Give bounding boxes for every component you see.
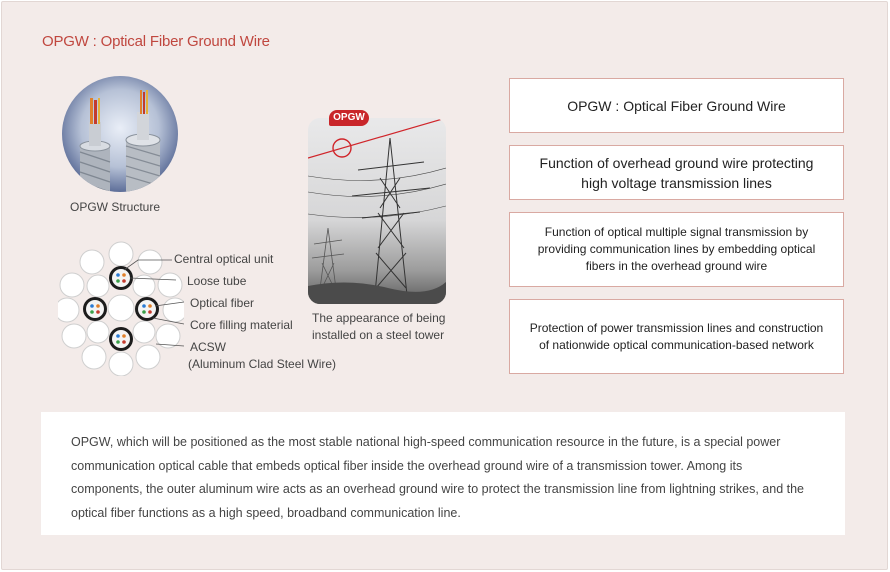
opgw-tag: OPGW [329, 110, 369, 126]
label-core-filling-material: Core filling material [190, 318, 293, 332]
label-acsw: ACSW [190, 340, 226, 354]
label-optical-fiber: Optical fiber [190, 296, 255, 310]
feature-box-3: Function of optical multiple signal transmission by providing communication lines by embedding optical fibers in the overhead ground wire [509, 212, 844, 287]
label-loose-tube: Loose tube [187, 274, 247, 288]
page-title: OPGW : Optical Fiber Ground Wire [42, 33, 270, 50]
feature-box-2: Function of overhead ground wire protecting high voltage transmission lines [509, 145, 844, 200]
label-acsw-full: (Aluminum Clad Steel Wire) [188, 357, 337, 371]
feature-box-4: Protection of power transmission lines and construction of nationwide optical communication-based network [509, 299, 844, 374]
tower-caption: The appearance of being installed on a steel tower [312, 311, 446, 342]
opgw-cable-photo [62, 76, 178, 192]
description-text: OPGW, which will be positioned as the most stable national high-speed communication resource in the future, is a special power communication optical cable that embeds optical fiber inside the overhead ground wire of a transmission tower. Among its components, the outer aluminum wire acts as an overhead ground wire to protect the transmission line from lightning strikes, and the optical fiber functions as a high speed, broadband communication line. [41, 412, 845, 535]
structure-caption: OPGW Structure [70, 200, 161, 214]
feature-box-1: OPGW : Optical Fiber Ground Wire [509, 78, 844, 133]
label-central-optical-unit: Central optical unit [174, 252, 274, 266]
cross-section-diagram [58, 240, 184, 376]
steel-tower-photo [308, 118, 446, 304]
